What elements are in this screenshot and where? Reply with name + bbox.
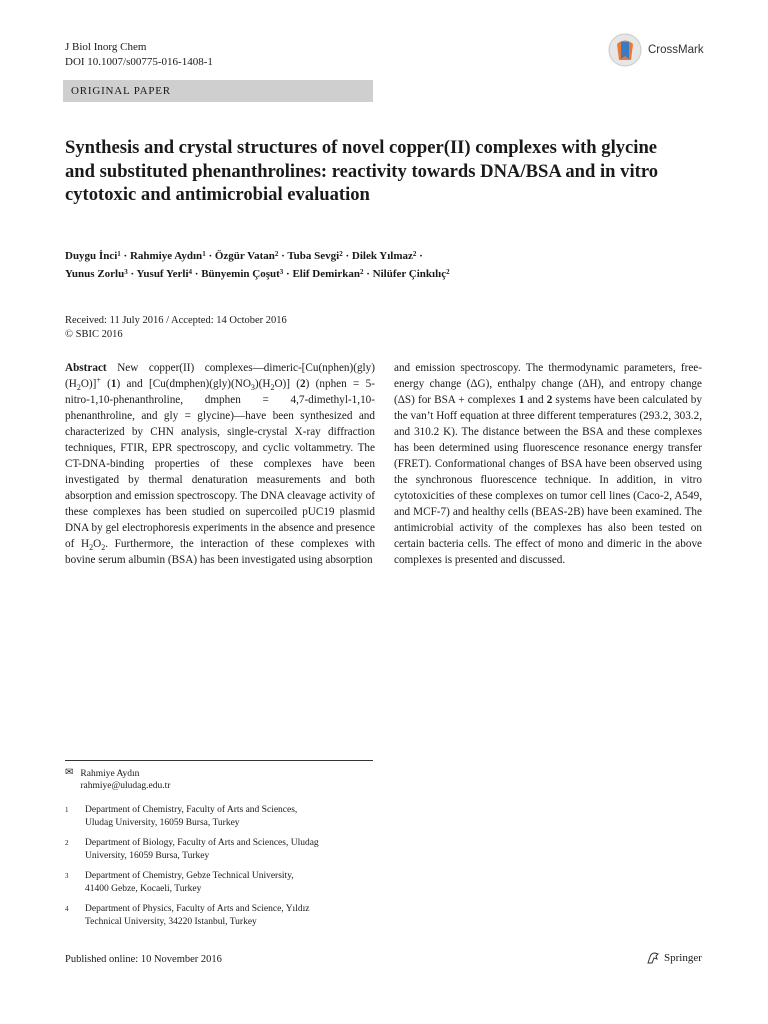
springer-logo[interactable] [646, 951, 702, 965]
author-name: Duygu İnci [65, 250, 118, 262]
journal-name: J Biol Inorg Chem [65, 41, 147, 53]
author-affiliation-mark: 4 [188, 268, 193, 276]
correspondence-name: Rahmiye Aydın [80, 769, 140, 779]
correspondence [65, 768, 170, 792]
author-affiliation-mark: 2 [359, 268, 364, 276]
crossmark-badge[interactable] [608, 33, 704, 67]
affiliation-line: Department of Physics, Faculty of Arts and Science, Yıldız [85, 904, 310, 914]
footnote-divider [65, 760, 373, 761]
author-name: Yusuf Yerli [136, 268, 189, 280]
author-name: Bünyemin Çoşut [201, 268, 280, 280]
author-name: Nilüfer Çinkılıç [372, 268, 447, 280]
author-list [65, 247, 705, 283]
author-name: Elif Demirkan [292, 268, 360, 280]
affiliation-line: Department of Biology, Faculty of Arts and Sciences, Uludag [85, 838, 319, 848]
envelope-icon: ✉ [65, 767, 74, 778]
abstract-right-column: and emission spectroscopy. The thermodynamic parameters, free-energy change (ΔG), enthalpy change (ΔH), and entropy change (ΔS) for BSA + complexes 1 and 2 systems have been calculated by the van’t Hoff equation at three different temperatures (293.2, 303.2, and 310.2 K). The distance between the BSA and these complexes has been determined using fluorescence resonance energy transfer (FRET). Conformational changes of BSA have been observed using the synchronous fluorescence technique. In addition, in vitro cytotoxicities of these complexes on tumor cell lines (Caco-2, A549, and MCF-7) and healthy cells (BEAS-2B) have been examined. The antimicrobial activity of the complexes has also been tested on certain bacteria cells. The effect of mono and dimeric in the above complexes is presented and discussed. [394, 362, 702, 566]
author-affiliation-mark: 3 [279, 268, 284, 276]
affiliation-number: 1 [65, 806, 69, 814]
author-affiliation-mark: 3 [124, 268, 128, 276]
author-name: Rahmiye Aydın [129, 250, 203, 262]
abstract-text-part: and emission spectroscopy. The thermodynamic parameters, free-energy change (ΔG), enthalpy change (ΔH), and entropy change (ΔS) for BSA + complexes [394, 362, 702, 406]
affiliation-line: Technical University, 34220 Istanbul, Turkey [85, 916, 257, 927]
journal-header [65, 40, 213, 70]
affiliation-number: 2 [65, 839, 69, 847]
correspondence-email[interactable]: rahmiye@uludag.edu.tr [80, 781, 171, 791]
author-affiliation-mark: 2 [339, 250, 343, 258]
author-affiliation-mark: 2 [446, 268, 450, 276]
crossmark-label: CrossMark [648, 44, 704, 56]
abstract-text-part: systems have been calculated by the van’t Hoff equation at three different temperatures (293.2, 303.2, and 310.2 K). The distance between the BSA and these complexes has been determined using fluorescence resonance energy transfer (FRET). Conformational changes of BSA have been observed using the synchronous fluorescence technique. In addition, in vitro cytotoxicities of these complexes on tumor cell lines (Caco-2, A549, and MCF-7) and healthy cells (BEAS-2B) have been examined. The antimicrobial activity of the complexes has also been tested on certain bacteria cells. The effect of mono and dimeric in the above complexes is presented and discussed. [394, 394, 702, 566]
abstract-left-column: Abstract New copper(II) $complexes—dimeric-[Cu(nphen)(gly)(H_2O)]^+$ (1) and $[Cu(dmphen)(gly)(NO_3)(H_2O)]$ (2) (nphen = 5-nitro-1,10-phenanthroline, dmphen = 4,7-dimethyl-1,10-phenanthroline, and gly = glycine)—have been synthesized and characterized by CHN analysis, single-crystal X-ray diffraction techniques, FTIR, EPR spectroscopy, and cyclic voltammetry. The CT-DNA-binding properties of these complexes have been investigated by thermal denaturation measurements and both absorption and emission spectroscopy. The DNA cleavage activity of these complexes has been studied on supercoiled pUC19 plasmid DNA by gel electrophoresis experiments in the absence and presence of $H_2O_2$. Furthermore, the interaction of these complexes with bovine serum albumin (BSA) has been investigated using absorption [65, 362, 376, 566]
abstract-heading: Abstract [65, 362, 107, 374]
paper-type-banner: ORIGINAL PAPER [63, 80, 373, 102]
author-line-2: Yunus Zorlu$^3$ · Yusuf Yerli$^4$ · Bünyemin Çoşut$^3$ · Elif Demirkan$^2$ · Nilüfer Çinkılıç$^2$ [65, 268, 450, 280]
author-name: Yunus Zorlu [65, 268, 125, 280]
publication-dates [65, 314, 287, 342]
author-name: Tuba Sevgi [287, 250, 340, 262]
affiliation-number: 4 [65, 905, 69, 913]
springer-horse-icon [646, 951, 660, 965]
author-affiliation-mark: 2 [412, 250, 417, 258]
doi[interactable]: DOI 10.1007/s00775-016-1408-1 [65, 56, 213, 68]
affiliation-line: Department of Chemistry, Gebze Technical University, [85, 871, 294, 881]
author-affiliation-mark: 1 [202, 250, 206, 258]
paper-title: Synthesis and crystal structures of novel copper(II) complexes with glycine and substituted phenanthrolines: reactivity towards DNA/BSA and in vitro cytotoxic and antimicrobial evaluation [65, 137, 659, 205]
published-online: Published online: 10 November 2016 [65, 954, 222, 965]
author-affiliation-mark: 2 [274, 250, 279, 258]
publisher-name: Springer [664, 952, 702, 964]
affiliation-line: Uludag University, 16059 Bursa, Turkey [85, 817, 240, 828]
author-name: Özgür Vatan [214, 250, 275, 262]
author-affiliation-mark: 1 [117, 250, 121, 258]
affiliation-line: Department of Chemistry, Faculty of Arts and Sciences, [85, 805, 298, 815]
author-line-1: Duygu İnci$^1$ · Rahmiye Aydın$^1$ · Özgür Vatan$^2$ · Tuba Sevgi$^2$ · Dilek Yılmaz$^2$ · [65, 250, 423, 262]
crossmark-icon [608, 33, 642, 67]
affiliation-line: 41400 Gebze, Kocaeli, Turkey [85, 883, 202, 894]
abstract-text-part: . Furthermore, the interaction of these complexes with bovine serum albumin (BSA) has been investigated using absorption [65, 538, 376, 566]
affiliation [65, 804, 375, 829]
author-name: Dilek Yılmaz [351, 250, 413, 262]
affiliation [65, 903, 375, 928]
abstract-text-part: —have been synthesized and characterized by CHN analysis, single-crystal X-ray diffraction techniques, FTIR, EPR spectroscopy, and cyclic voltammetry. The CT-DNA-binding properties of these complexes have been investigated by thermal denaturation measurements and both absorption and emission spectroscopy. The DNA cleavage activity of these complexes has been studied on supercoiled pUC19 plasmid DNA by gel electrophoresis experiments in the absence and presence of H [65, 410, 375, 550]
affiliation [65, 870, 375, 895]
affiliation-number: 3 [65, 872, 69, 880]
affiliation [65, 837, 375, 862]
copyright: © SBIC 2016 [65, 329, 123, 340]
affiliation-line: University, 16059 Bursa, Turkey [85, 850, 210, 861]
received-accepted-date: Received: 11 July 2016 / Accepted: 14 October 2016 [65, 315, 287, 326]
